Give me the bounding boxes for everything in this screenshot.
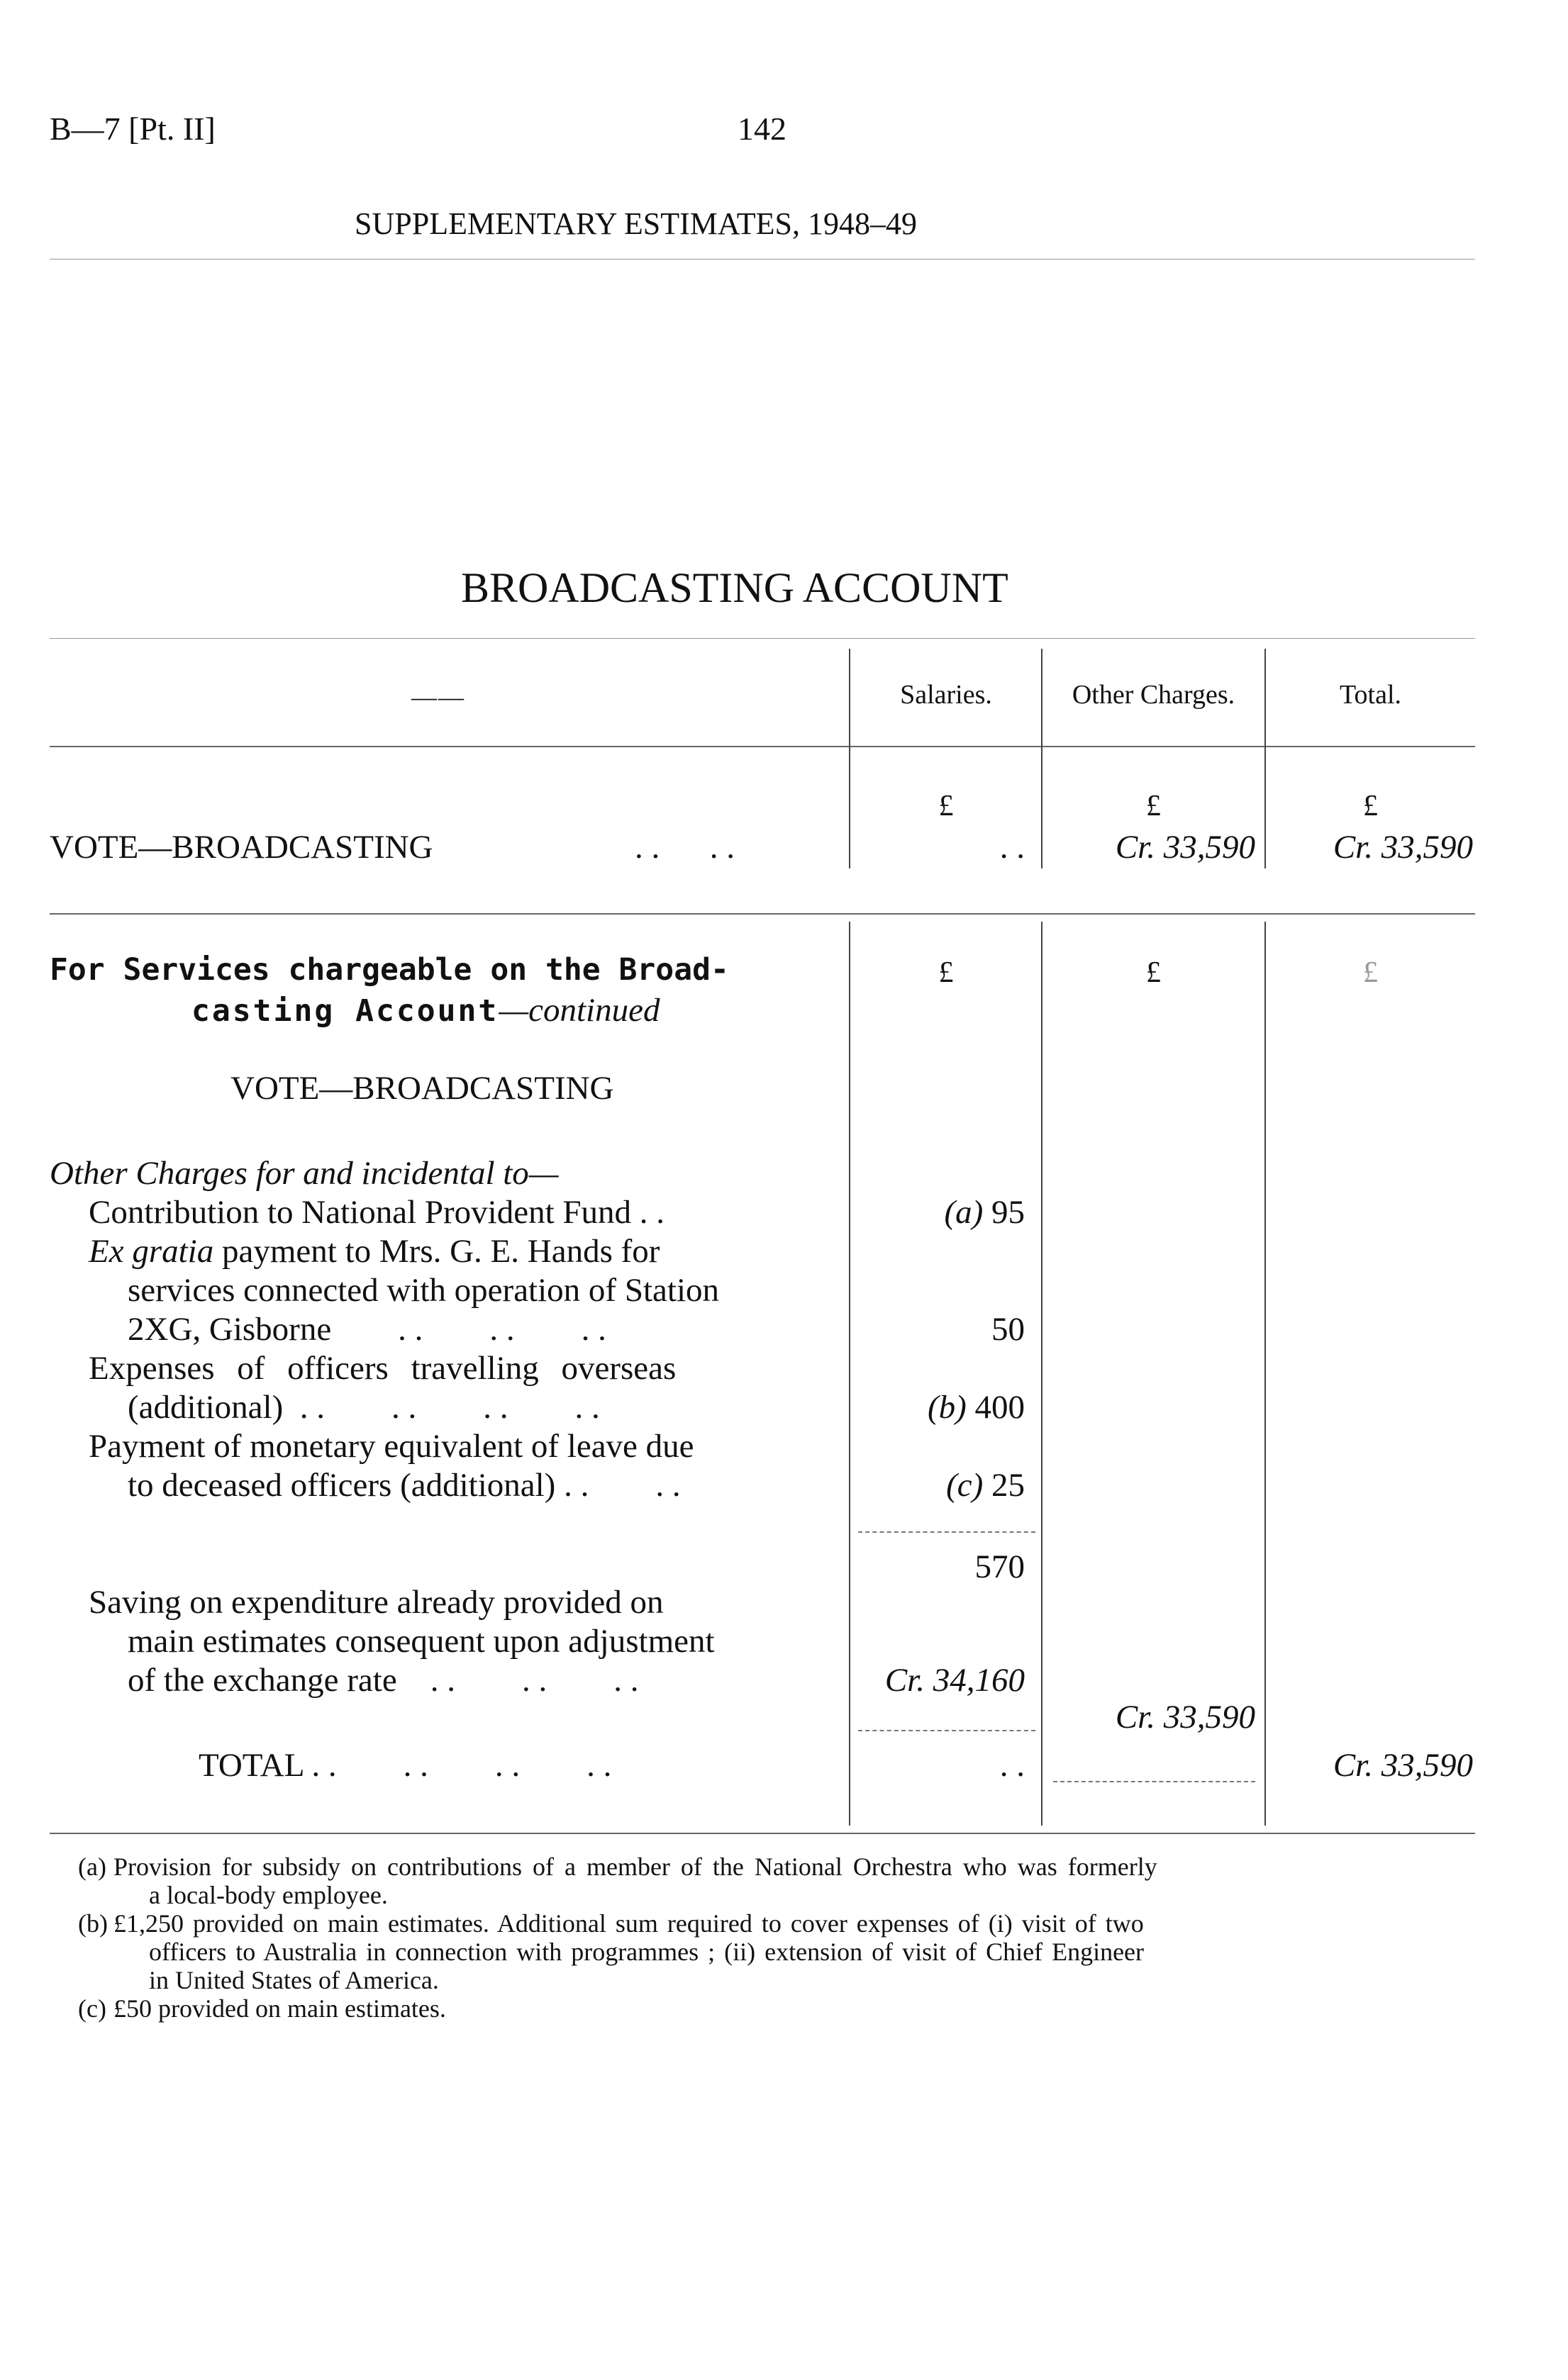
item-3-value: 400: [974, 1389, 1025, 1426]
total-column-header: Total.: [1339, 680, 1402, 710]
footnote-a-mark: (a): [78, 1853, 106, 1881]
saving-amount: Cr. 34,160: [884, 1662, 1025, 1699]
summary-bottom-rule: [50, 913, 1475, 915]
blank-column-header: ——: [411, 683, 465, 711]
total-salaries-value: . .: [999, 1747, 1025, 1784]
summary-salaries-currency: £: [938, 790, 954, 822]
services-heading-continued: —continued: [499, 992, 660, 1029]
item-4-line-2: to deceased officers (additional) . . . .: [128, 1467, 681, 1504]
item-4-amount: [851, 1466, 1025, 1504]
footnote-b-line-3: in United States of America.: [149, 1966, 439, 1994]
item-2-line-1: Ex gratia payment to Mrs. G. E. Hands for: [89, 1233, 660, 1270]
item-1-note-mark: (a): [944, 1194, 984, 1231]
summary-salaries-value: . .: [999, 829, 1025, 866]
services-heading-line2: [191, 991, 660, 1029]
other-charges-column-header: Other Charges.: [1072, 680, 1235, 710]
services-heading-bold: casting Account: [191, 993, 499, 1029]
column-rule-1b: [849, 922, 850, 1826]
other-charges-total-rule: [1053, 1781, 1255, 1782]
subtotal-rule: [858, 1531, 1035, 1533]
saving-total-rule: [858, 1730, 1035, 1731]
salaries-column-header: Salaries.: [900, 680, 992, 710]
item-1-line-1: Contribution to National Provident Fund . .: [89, 1194, 665, 1231]
total-amount: Cr. 33,590: [1333, 1747, 1473, 1784]
item-2-value: 50: [991, 1311, 1025, 1348]
summary-other-currency: £: [1146, 790, 1161, 822]
detail-vote-label: VOTE—BROADCASTING: [230, 1070, 614, 1107]
total-label: TOTAL . . . . . . . .: [199, 1747, 612, 1784]
item-3-line-1: Expenses of officers travelling overseas: [89, 1350, 677, 1387]
item-2-ex-gratia: Ex gratia: [89, 1233, 214, 1270]
footnote-a-line-2: a local-body employee.: [149, 1881, 388, 1909]
running-title: SUPPLEMENTARY ESTIMATES, 1948–49: [355, 206, 918, 241]
summary-other-charges-value: Cr. 33,590: [1115, 829, 1255, 866]
item-4-line-1: Payment of monetary equivalent of leave due: [89, 1428, 694, 1465]
saving-line-3: of the exchange rate . . . . . .: [128, 1662, 639, 1699]
column-header-rule: [50, 746, 1475, 747]
saving-line-1: Saving on expenditure already provided on: [89, 1584, 664, 1621]
summary-total-currency: £: [1363, 790, 1378, 822]
account-title: BROADCASTING ACCOUNT: [461, 564, 1008, 611]
footnote-b-mark: (b): [78, 1909, 108, 1938]
services-heading-line1: For Services chargeable on the Broad-: [50, 952, 729, 988]
item-3-note-mark: (b): [927, 1389, 967, 1426]
summary-vote-label: VOTE—BROADCASTING: [50, 829, 433, 866]
item-4-note-mark: (c): [946, 1467, 984, 1504]
page-number: 142: [738, 111, 786, 147]
summary-total-value: Cr. 33,590: [1333, 829, 1473, 866]
column-rule-1a: [849, 649, 850, 868]
footnote-a-line-1: Provision for subsidy on contributions of a member of the National Orchestra who was formerly: [113, 1853, 1157, 1881]
footnote-c-mark: (c): [78, 1994, 106, 2023]
table-bottom-rule: [50, 1833, 1475, 1834]
footnote-c-line-1: £50 provided on main estimates.: [113, 1994, 446, 2023]
column-rule-3b: [1264, 922, 1266, 1826]
footnote-b-line-2: officers to Australia in connection with programmes ; (ii) extension of visit of Chief Engineer: [149, 1938, 1145, 1966]
subtotal-value: 570: [974, 1548, 1025, 1585]
summary-leaders: . . . .: [635, 829, 735, 866]
item-3-line-2: (additional) . . . . . . . .: [128, 1389, 600, 1426]
other-charges-subheading: Other Charges for and incidental to—: [50, 1155, 559, 1192]
item-1-amount: [851, 1193, 1025, 1231]
item-3-amount: [851, 1388, 1025, 1426]
detail-other-currency: £: [1146, 956, 1161, 989]
item-1-value: 95: [991, 1194, 1025, 1231]
detail-salaries-currency: £: [938, 956, 954, 989]
other-charges-net-value: Cr. 33,590: [1115, 1699, 1255, 1736]
page-code: B—7 [Pt. II]: [50, 111, 216, 147]
saving-line-2: main estimates consequent upon adjustment: [128, 1623, 715, 1660]
detail-total-currency: £: [1363, 956, 1378, 989]
item-4-value: 25: [991, 1467, 1025, 1504]
item-2-line-3: 2XG, Gisborne . . . . . .: [128, 1311, 606, 1348]
table-top-rule: [50, 638, 1475, 639]
footnote-b-line-1: £1,250 provided on main estimates. Additional sum required to cover expenses of (i) visit of two: [113, 1909, 1144, 1938]
column-rule-2b: [1041, 922, 1042, 1826]
item-2-line-2: services connected with operation of Station: [128, 1272, 719, 1309]
